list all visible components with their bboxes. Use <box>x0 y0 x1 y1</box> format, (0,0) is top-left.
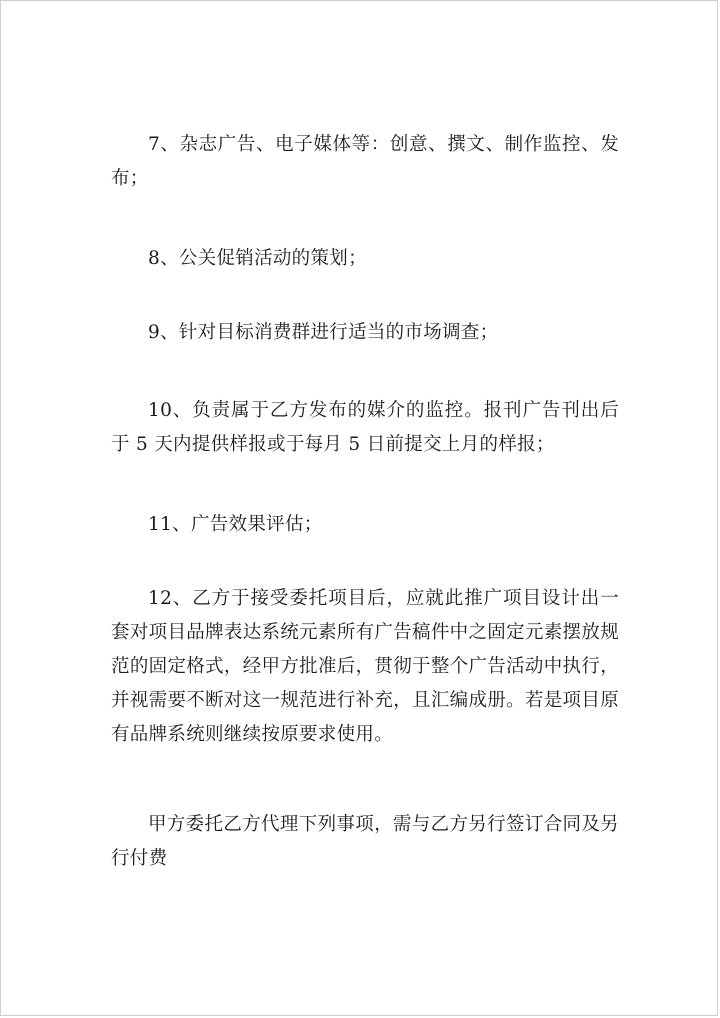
paragraph-item-8: 8、公关促销活动的策划； <box>148 248 367 269</box>
paragraph-item-9: 9、针对目标消费群进行适当的市场调查； <box>148 322 499 343</box>
paragraph-item-11: 11、广告效果评估； <box>148 514 323 535</box>
paragraph-item-12: 12、乙方于接受委托项目后，应就此推广项目设计出一套对项目品牌表达系统元素所有广告稿件中之固定元素摆放规范的固定格式，经甲方批准后，贯彻于整个广告活动中执行，并视需要不断对这一规范进行补充，且汇编成册。若是项目原有品牌系统则继续按原要求使用。 <box>111 588 619 745</box>
paragraph-item-10: 10、负责属于乙方发布的媒介的监控。报刊广告刊出后于 5 天内提供样报或于每月 5 日前提交上月的样报； <box>111 400 619 455</box>
paragraph-item-7: 7、杂志广告、电子媒体等：创意、撰文、制作监控、发布； <box>111 134 619 189</box>
paragraph-entrusted-matters: 甲方委托乙方代理下列事项，需与乙方另行签订合同及另行付费 <box>111 814 619 869</box>
